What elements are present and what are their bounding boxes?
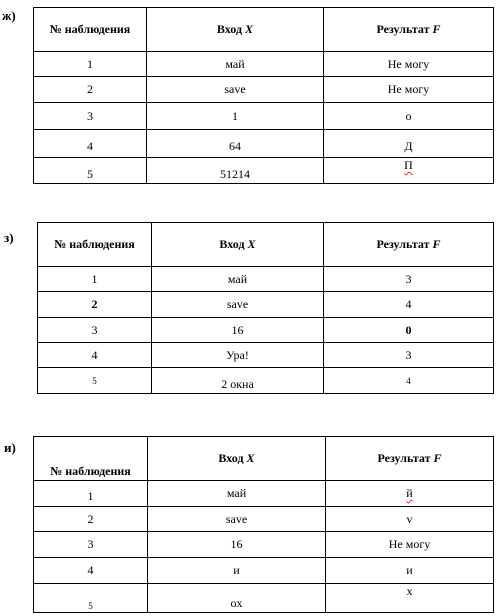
- input-x-value: май: [147, 52, 324, 77]
- result-f-value: Д: [324, 130, 494, 158]
- observation-number: 5: [34, 158, 147, 184]
- input-x-value: ox: [148, 584, 326, 613]
- input-x-value: 16: [148, 532, 326, 558]
- observation-table-zh: [33, 7, 494, 184]
- observation-number: 2: [38, 292, 152, 318]
- table-row: [34, 558, 494, 584]
- table-row: [34, 130, 494, 158]
- result-f-value: o: [324, 103, 494, 130]
- table-row: [34, 77, 494, 103]
- result-f-value: [324, 158, 494, 184]
- observation-table-i: [33, 436, 494, 613]
- result-f-value: [326, 481, 494, 507]
- observation-number: 1: [38, 267, 152, 292]
- result-f-value: 3: [324, 343, 494, 368]
- input-x-value: 64: [147, 130, 324, 158]
- table-row: [38, 267, 494, 292]
- input-x-value: 1: [147, 103, 324, 130]
- table-header-row: [34, 437, 494, 481]
- observation-number: 1: [34, 52, 147, 77]
- input-x-value: 2 окна: [152, 368, 324, 394]
- header-input-x: Вход X: [148, 437, 326, 481]
- input-x-value: 16: [152, 318, 324, 343]
- header-observation-number: № наблюдения: [34, 8, 147, 52]
- observation-table-z: [37, 222, 494, 394]
- result-f-value: 3: [324, 267, 494, 292]
- result-f-value: 0: [324, 318, 494, 343]
- input-x-value: save: [148, 507, 326, 532]
- header-input-x: Вход X: [147, 8, 324, 52]
- input-x-value: save: [152, 292, 324, 318]
- observation-number: 5: [34, 584, 148, 613]
- table-row: [34, 481, 494, 507]
- result-f-text: й: [406, 486, 413, 500]
- table-row: [34, 158, 494, 184]
- section-label-zh: ж): [2, 8, 16, 23]
- observation-number: 1: [34, 481, 148, 507]
- result-f-value: x: [326, 584, 494, 613]
- observation-number: 3: [34, 532, 148, 558]
- result-f-value: v: [326, 507, 494, 532]
- table-row: [38, 318, 494, 343]
- result-f-value: 4: [324, 368, 494, 394]
- section-label-z: з): [4, 230, 14, 245]
- table-row: [38, 292, 494, 318]
- table-row: [34, 52, 494, 77]
- input-x-value: май: [152, 267, 324, 292]
- input-x-value: Ура!: [152, 343, 324, 368]
- result-f-value: Не могу: [326, 532, 494, 558]
- result-f-value: и: [326, 558, 494, 584]
- result-f-value: Не могу: [324, 52, 494, 77]
- header-result-f: Результат F: [326, 437, 494, 481]
- result-f-value: 4: [324, 292, 494, 318]
- table-header-row: [34, 8, 494, 52]
- input-x-value: save: [147, 77, 324, 103]
- section-label-i: и): [4, 440, 16, 455]
- table-row: [34, 532, 494, 558]
- header-result-f: Результат F: [324, 223, 494, 267]
- table-row: [34, 507, 494, 532]
- observation-number: 4: [34, 130, 147, 158]
- observation-number: 5: [38, 368, 152, 394]
- result-f-text: П: [404, 158, 413, 172]
- input-x-value: май: [148, 481, 326, 507]
- input-x-value: и: [148, 558, 326, 584]
- header-input-x: Вход X: [152, 223, 324, 267]
- input-x-value: 51214: [147, 158, 324, 184]
- header-observation-number: № наблюдения: [34, 437, 148, 481]
- table-row: [38, 368, 494, 394]
- observation-number: 2: [34, 507, 148, 532]
- observation-number: 4: [34, 558, 148, 584]
- table-header-row: [38, 223, 494, 267]
- header-result-f: Результат F: [324, 8, 494, 52]
- observation-number: 3: [34, 103, 147, 130]
- observation-number: 4: [38, 343, 152, 368]
- header-observation-number: № наблюдения: [38, 223, 152, 267]
- table-row: [34, 103, 494, 130]
- table-row: [38, 343, 494, 368]
- observation-number: 3: [38, 318, 152, 343]
- result-f-value: Не могу: [324, 77, 494, 103]
- table-row: [34, 584, 494, 613]
- observation-number: 2: [34, 77, 147, 103]
